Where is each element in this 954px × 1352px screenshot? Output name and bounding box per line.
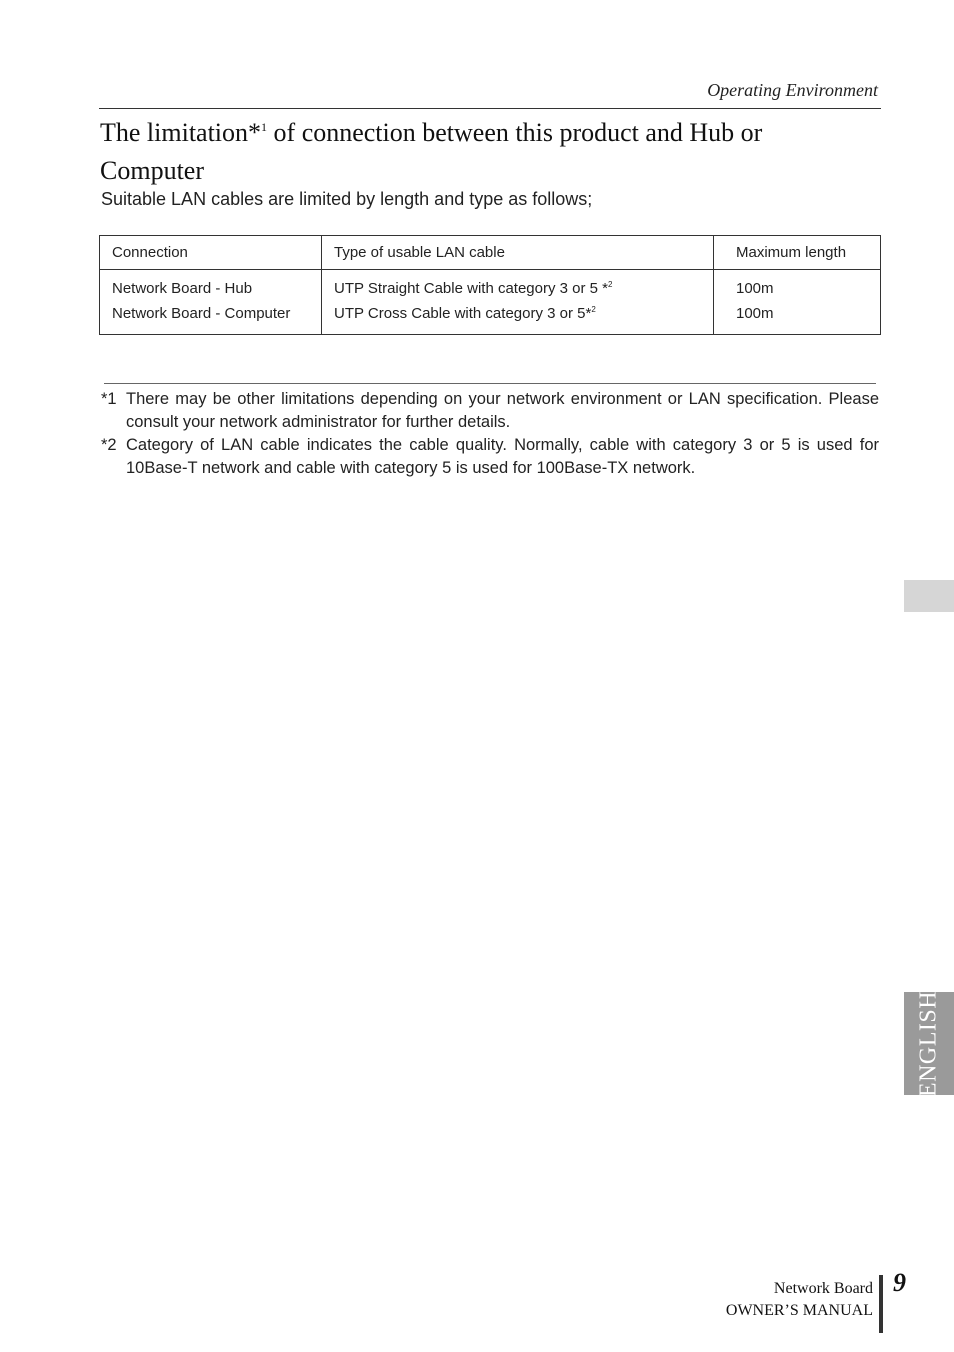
cable-cross (334, 301, 701, 326)
footnote-2-text: Category of LAN cable indicates the cable quality. Normally, cable with category 3 or 5 is used for 10Base-T network and cable with category 5 is used for 100Base-TX network. (126, 436, 879, 477)
heading-text-start: The limitation* (100, 118, 262, 147)
footnote-1-marker: *1 (101, 390, 117, 408)
footnote-1-text: There may be other limitations depending on your network environment or LAN specification. Please consult your network administrator for further details. (126, 390, 879, 431)
language-tab (904, 992, 954, 1095)
table-row (100, 270, 881, 335)
length-hub: 100m (736, 280, 774, 297)
notes-rule (104, 383, 876, 384)
footnote-1 (101, 388, 879, 434)
footer-divider (879, 1275, 883, 1333)
column-header-max-length: Maximum length (714, 236, 881, 270)
connection-cell (100, 270, 322, 335)
connection-hub: Network Board - Hub (112, 280, 253, 297)
cable-straight (334, 276, 701, 301)
footer-line-1: Network Board (773, 1280, 873, 1297)
page-number: 9 (893, 1268, 906, 1297)
page-heading (100, 114, 860, 190)
footnote-2-marker: *2 (101, 436, 117, 454)
cable-cross-footnote-ref: 2 (591, 305, 596, 314)
footer-manual-title (726, 1278, 873, 1322)
intro-text: Suitable LAN cables are limited by length and type as follows; (101, 189, 593, 209)
table-header-row (100, 236, 881, 270)
side-index-tab (904, 580, 954, 612)
footnote-2 (101, 434, 879, 480)
connection-computer: Network Board - Computer (112, 305, 291, 322)
cable-cell (322, 270, 714, 335)
heading-footnote-ref: 1 (261, 120, 268, 134)
header-section-title: Operating Environment (707, 80, 878, 100)
cable-cross-text: UTP Cross Cable with category 3 or 5* (334, 305, 592, 322)
footer-line-2: OWNER’S MANUAL (725, 1302, 873, 1319)
column-header-cable-type: Type of usable LAN cable (322, 236, 714, 270)
cable-table (99, 235, 881, 335)
cable-straight-footnote-ref: 2 (608, 280, 613, 289)
footnotes (101, 388, 879, 480)
length-computer: 100m (736, 305, 774, 322)
heading-text-end: of connection between this product and Hub or Computer (100, 118, 763, 185)
cable-straight-text: UTP Straight Cable with category 3 or 5 * (334, 280, 609, 297)
length-cell (714, 270, 881, 335)
language-tab-label: ENGLISH (915, 990, 942, 1097)
header-rule (99, 108, 881, 109)
column-header-connection: Connection (100, 236, 322, 270)
